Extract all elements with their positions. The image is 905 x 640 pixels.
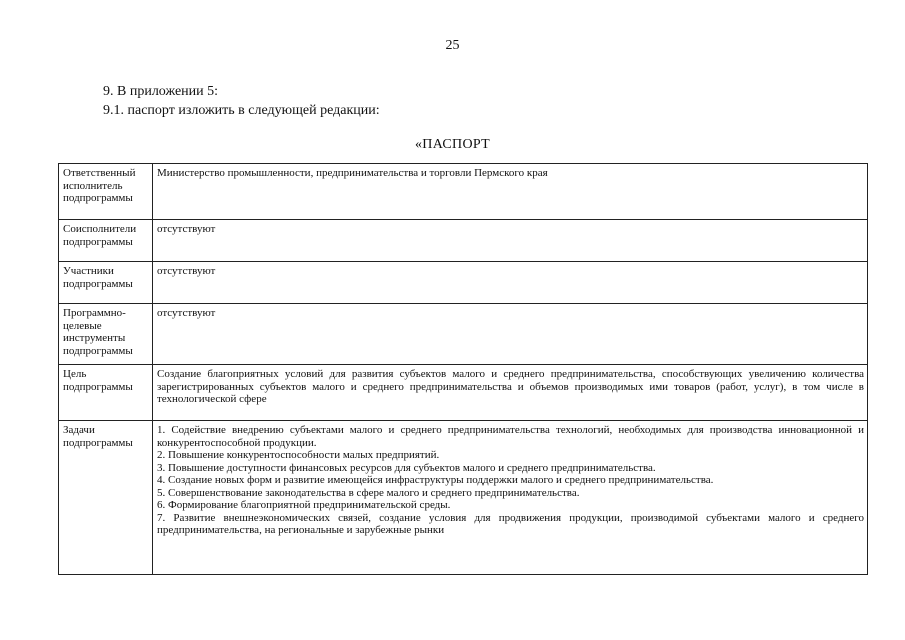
row-label-participants: Участники подпрограммы	[59, 262, 153, 304]
passport-title: «ПАСПОРТ	[415, 137, 490, 152]
table-row	[59, 365, 868, 421]
table-row	[59, 262, 868, 304]
task-item-7: 7. Развитие внешнеэкономических связей, создание условия для продвижения продукции, производимой субъектами малого и среднего предпринимательства, на региональные и зарубежные рынки	[157, 511, 864, 536]
row-value-tasks	[153, 421, 868, 575]
task-item-2: 2. Повышение конкурентоспособности малых предприятий.	[157, 449, 440, 461]
row-value-coexecutors: отсутствуют	[153, 220, 868, 262]
row-value-responsible: Министерство промышленности, предпринимательства и торговли Пермского края	[153, 164, 868, 220]
row-label-goal: Цель подпрограммы	[59, 365, 153, 421]
task-item-6: 6. Формирование благоприятной предпринимательской среды.	[157, 499, 451, 511]
table-row	[59, 220, 868, 262]
task-item-4: 4. Создание новых форм и развитие имеющейся инфраструктуры поддержки малого и среднего предпринимательства.	[157, 474, 714, 486]
intro-line-2: 9.1. паспорт изложить в следующей редакции:	[103, 103, 380, 118]
row-label-instruments: Программно-целевые инструменты подпрограммы	[59, 304, 153, 365]
row-label-coexecutors: Соисполнители подпрограммы	[59, 220, 153, 262]
table-row	[59, 304, 868, 365]
intro-block	[103, 82, 380, 120]
task-item-5: 5. Совершенствование законодательства в сфере малого и среднего предпринимательства.	[157, 486, 580, 499]
page-number: 25	[445, 38, 460, 53]
task-item-3: 3. Повышение доступности финансовых ресурсов для субъектов малого и среднего предпринимательства.	[157, 461, 656, 474]
passport-table	[58, 163, 868, 575]
table-row	[59, 164, 868, 220]
row-label-tasks: Задачи подпрограммы	[59, 421, 153, 575]
row-value-goal: Создание благоприятных условий для развития субъектов малого и среднего предпринимательства, способствующих увеличению количества зарегистрированных субъектов малого и среднего предпринимательства и объемов производимых ими товаров (работ, услуг), в том числе в технологической сфере	[153, 365, 868, 421]
table-row	[59, 421, 868, 575]
row-value-instruments: отсутствуют	[153, 304, 868, 365]
row-value-participants: отсутствуют	[153, 262, 868, 304]
row-label-responsible: Ответственный исполнитель подпрограммы	[59, 164, 153, 220]
task-item-1: 1. Содействие внедрению субъектами малого и среднего предпринимательства технологий, необходимых для производства инновационной и конкурентоспособной продукции.	[157, 424, 864, 449]
intro-line-1: 9. В приложении 5:	[103, 84, 219, 99]
